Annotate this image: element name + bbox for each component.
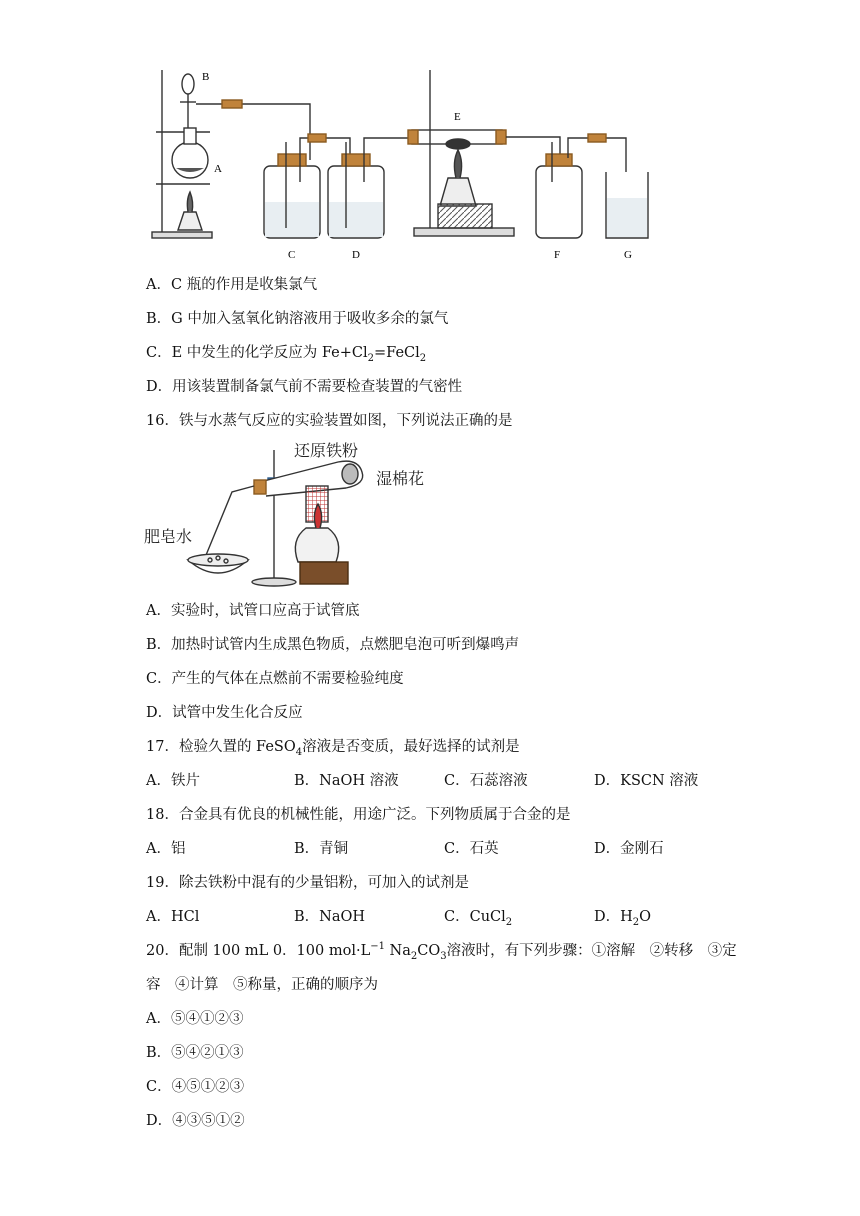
label-B: B — [202, 71, 210, 83]
label-D: D — [352, 249, 360, 261]
label-F: F — [554, 249, 561, 261]
q20-stem-line2: 容 ④计算 ⑤称量，正确的顺序为 — [146, 977, 378, 993]
q16-option-a: A．实验时，试管口应高于试管底 — [146, 603, 360, 619]
q16-option-b: B．加热时试管内生成黑色物质，点燃肥皂泡可听到爆鸣声 — [146, 637, 520, 653]
q16-option-c: C．产生的气体在点燃前不需要检验纯度 — [146, 671, 404, 687]
q20-option-b: B．⑤④②①③ — [146, 1045, 244, 1061]
label-iron-powder: 还原铁粉 — [294, 441, 359, 460]
q20-option-d: D．④③⑤①② — [146, 1113, 245, 1129]
label-G: G — [624, 249, 632, 261]
label-soap-water: 肥皂水 — [144, 527, 193, 546]
q19-stem: 19．除去铁粉中混有的少量铝粉，可加入的试剂是 — [146, 875, 469, 891]
q19-option-b: B．NaOH — [294, 909, 366, 925]
q15-option-c: C．E 中发生的化学反应为 $Fe+Cl_2=FeCl_2$ — [146, 345, 427, 364]
q19-option-d: D．$H_2O$ — [594, 909, 652, 928]
q15-option-a: A．C 瓶的作用是收集氯气 — [146, 277, 318, 293]
q17-option-b: B．NaOH 溶液 — [294, 773, 399, 789]
q20-stem-line1: 20．配制 100 mL 0．100 $mol\cdot L^{-1}$ $Na_2CO_3$溶液时，有下列步骤：①溶解 ②转移 ③定 — [146, 941, 737, 962]
label-E: E — [454, 111, 461, 123]
q18-option-b: B．青铜 — [294, 841, 349, 857]
label-A: A — [214, 163, 222, 175]
q16-option-d: D．试管中发生化合反应 — [146, 705, 303, 721]
q17-option-d: D．KSCN 溶液 — [594, 773, 699, 789]
q18-option-d: D．金刚石 — [594, 841, 664, 857]
q18-option-c: C．石英 — [444, 841, 499, 857]
q16-stem: 16．铁与水蒸气反应的实验装置如图，下列说法正确的是 — [146, 413, 513, 429]
q19-option-a: A．HCl — [146, 909, 200, 925]
q19-option-c: C．CuCl$_2$ — [444, 909, 513, 928]
q17-stem: 17．检验久置的 FeSO$_4$溶液是否变质，最好选择的试剂是 — [146, 739, 520, 758]
q17-option-a: A．铁片 — [146, 773, 200, 789]
iron-steam-apparatus-figure — [140, 436, 450, 588]
q20-option-c: C．④⑤①②③ — [146, 1079, 245, 1095]
label-wet-cotton: 湿棉花 — [376, 469, 425, 488]
q18-stem: 18．合金具有优良的机械性能，用途广泛。下列物质属于合金的是 — [146, 807, 571, 823]
chlorine-apparatus-figure — [140, 62, 680, 267]
q20-option-a: A．⑤④①②③ — [146, 1011, 244, 1027]
q15-option-d: D．用该装置制备氯气前不需要检查装置的气密性 — [146, 379, 463, 395]
q17-option-c: C．石蕊溶液 — [444, 773, 528, 789]
q15-option-b: B．G 中加入氢氧化钠溶液用于吸收多余的氯气 — [146, 311, 449, 327]
label-C: C — [288, 249, 296, 261]
q18-option-a: A．铝 — [146, 841, 186, 857]
